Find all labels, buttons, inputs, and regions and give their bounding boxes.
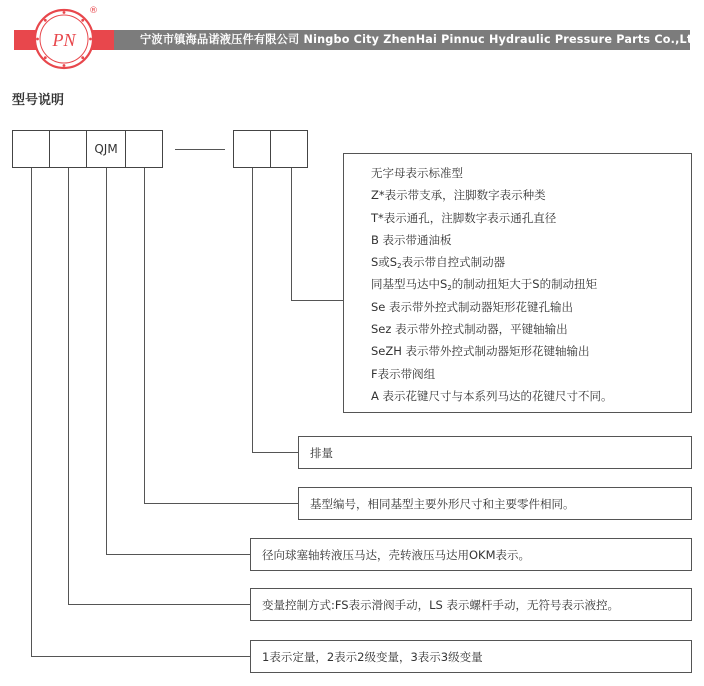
connector-line xyxy=(252,452,298,453)
option-item: B 表示带通油板 xyxy=(371,232,452,247)
connector-line xyxy=(106,554,250,555)
option-item: F表示带阀组 xyxy=(371,366,436,381)
connector-line xyxy=(144,168,145,504)
description-motor-type: 径向球塞轴转液压马达，壳转液压马达用OKM表示。 xyxy=(250,538,692,571)
option-item: S或$S_2$表示带自控式制动器 xyxy=(371,255,506,271)
connector-line xyxy=(106,168,107,555)
connector-line xyxy=(291,300,343,301)
code-box-suffix-1 xyxy=(233,130,271,168)
option-item: Z*表示带支承，注脚数字表示种类 xyxy=(371,188,546,203)
logo-text: PN xyxy=(52,30,76,50)
registered-mark: ® xyxy=(89,6,98,16)
company-logo xyxy=(33,8,95,70)
option-item: 无字母表示标准型 xyxy=(371,166,463,180)
section-title: 型号说明 xyxy=(12,93,65,108)
code-dash xyxy=(175,149,225,150)
code-box-4 xyxy=(125,130,163,168)
description-base-model: 基型编号，相同基型主要外形尺寸和主要零件相同。 xyxy=(298,487,692,520)
description-displacement: 排量 xyxy=(298,436,692,469)
connector-line xyxy=(31,656,250,657)
code-box-2 xyxy=(49,130,87,168)
option-item: Se 表示带外控式制动器矩形花键孔输出 xyxy=(371,299,574,314)
description-displacement-mode: 1表示定量，2表示2级变量，3表示3级变量 xyxy=(250,640,692,673)
connector-line xyxy=(31,168,32,657)
code-box-suffix-2 xyxy=(270,130,308,168)
description-variable-control: 变量控制方式:FS表示滑阀手动，LS 表示螺杆手动，无符号表示液控。 xyxy=(250,588,692,621)
option-item: T*表示通孔，注脚数字表示通孔直径 xyxy=(371,210,557,225)
company-name: 宁波市镇海品诺液压件有限公司 Ningbo City ZhenHai Pinnuc Hydraulic Pressure Parts Co.,Ltd xyxy=(140,33,701,46)
connector-line xyxy=(68,604,250,605)
code-box-qjm: QJM xyxy=(86,130,126,168)
code-box-1 xyxy=(12,130,50,168)
option-item: Sez 表示带外控式制动器，平键轴输出 xyxy=(371,322,568,337)
connector-line xyxy=(291,168,292,301)
connector-line xyxy=(144,503,298,504)
connector-line xyxy=(252,168,253,453)
connector-line xyxy=(68,168,69,605)
option-item: SeZH 表示带外控式制动器矩形花键轴输出 xyxy=(371,344,590,359)
option-item: A 表示花键尺寸与本系列马达的花键尺寸不同。 xyxy=(371,388,613,403)
option-item: 同基型马达中$S_2$的制动扭矩大于S的制动扭矩 xyxy=(371,277,598,293)
options-list xyxy=(343,153,692,413)
